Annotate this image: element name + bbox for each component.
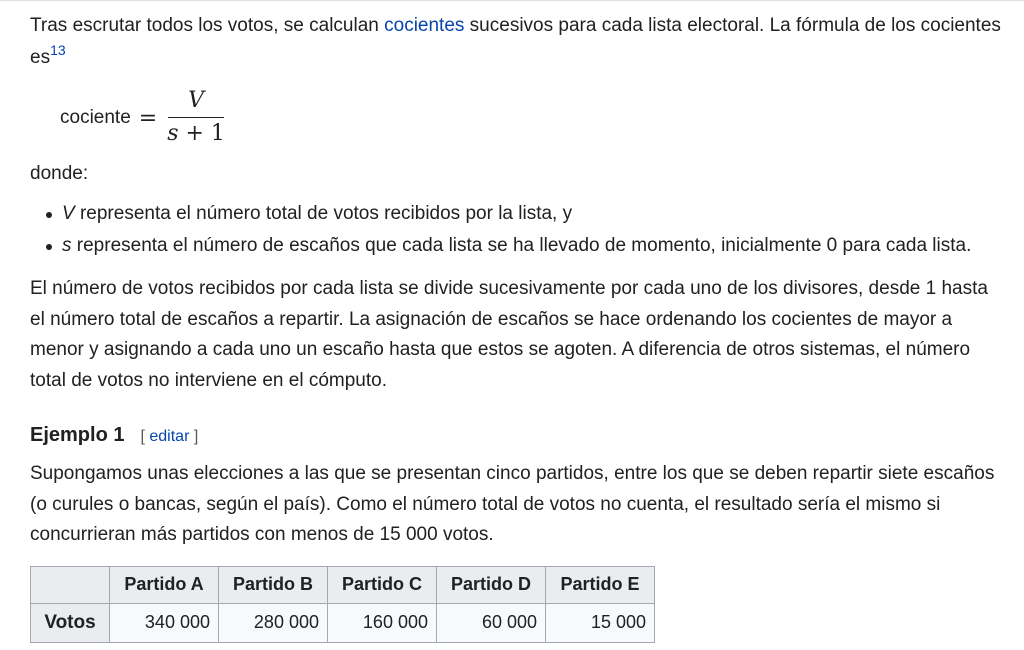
list-item-text: representa el número de escaños que cada lista se ha llevado de momento, inicialmente 0 para cada lista.: [71, 235, 972, 256]
column-header: Partido D: [437, 566, 546, 603]
list-item-variable: V: [62, 203, 75, 224]
intro-text-start: Tras escrutar todos los votos, se calculan: [30, 15, 385, 36]
section-title: Ejemplo 1: [30, 424, 125, 446]
column-header: Partido E: [546, 566, 655, 603]
column-header: Partido B: [219, 566, 328, 603]
edit-bracket-close: ]: [189, 428, 199, 445]
column-header: Partido C: [328, 566, 437, 603]
donde-label: donde:: [30, 163, 89, 184]
denominator-variable: s: [167, 121, 179, 146]
formula-fraction: [167, 87, 225, 149]
table-header-row: [31, 566, 655, 603]
table-cell: 15 000: [546, 603, 655, 642]
list-item-variable: s: [62, 235, 72, 256]
variable-list: [30, 198, 1005, 262]
section-heading: [30, 424, 1005, 447]
table-row: [31, 603, 655, 642]
top-divider: [0, 0, 1024, 6]
list-item: [62, 230, 1005, 262]
example-paragraph: Supongamos unas elecciones a las que se presentan cinco partidos, entre los que se deben repartir siete escaños (o curules o bancas, según el país). Como el número total de votos no cuenta, el resultado sería el mismo si concurrieran más partidos con menos de 15 000 votos.: [30, 463, 995, 545]
formula-denominator: [167, 118, 225, 149]
reference-13[interactable]: [50, 42, 66, 58]
cocientes-link[interactable]: cocientes: [384, 15, 465, 36]
denominator-rest: + 1: [178, 121, 225, 146]
table-cell: 340 000: [110, 603, 219, 642]
table-cell: 60 000: [437, 603, 546, 642]
formula-equals: =: [138, 105, 158, 131]
article-content: [30, 10, 1005, 643]
table-cell: 160 000: [328, 603, 437, 642]
table-corner-cell: [31, 566, 110, 603]
column-header: Partido A: [110, 566, 219, 603]
table-cell: 280 000: [219, 603, 328, 642]
reference-link[interactable]: 13: [50, 41, 66, 58]
edit-bracket-open: [: [140, 428, 150, 445]
edit-link[interactable]: editar: [149, 428, 190, 445]
intro-text-end: sucesivos para cada lista electoral. La fórmula de los cocientes es: [30, 15, 1001, 68]
votes-table: [30, 566, 655, 643]
quotient-formula: [60, 86, 1005, 150]
method-paragraph: El número de votos recibidos por cada lista se divide sucesivamente por cada uno de los divisores, desde 1 hasta el número total de escaños a repartir. La asignación de escaños se hace ordenando los cocientes de mayor a menor y asignando a cada uno un escaño hasta que estos se agoten. A diferencia de otros sistemas, el número total de votos no interviene en el cómputo.: [30, 278, 988, 391]
list-item-text: representa el número total de votos recibidos por la lista, y: [74, 203, 573, 224]
edit-section: [140, 428, 198, 446]
list-item: [62, 198, 1005, 230]
intro-paragraph: [30, 10, 1005, 74]
formula-lhs: cociente: [60, 107, 131, 128]
formula-numerator: V: [188, 88, 205, 113]
row-header: Votos: [31, 603, 110, 642]
